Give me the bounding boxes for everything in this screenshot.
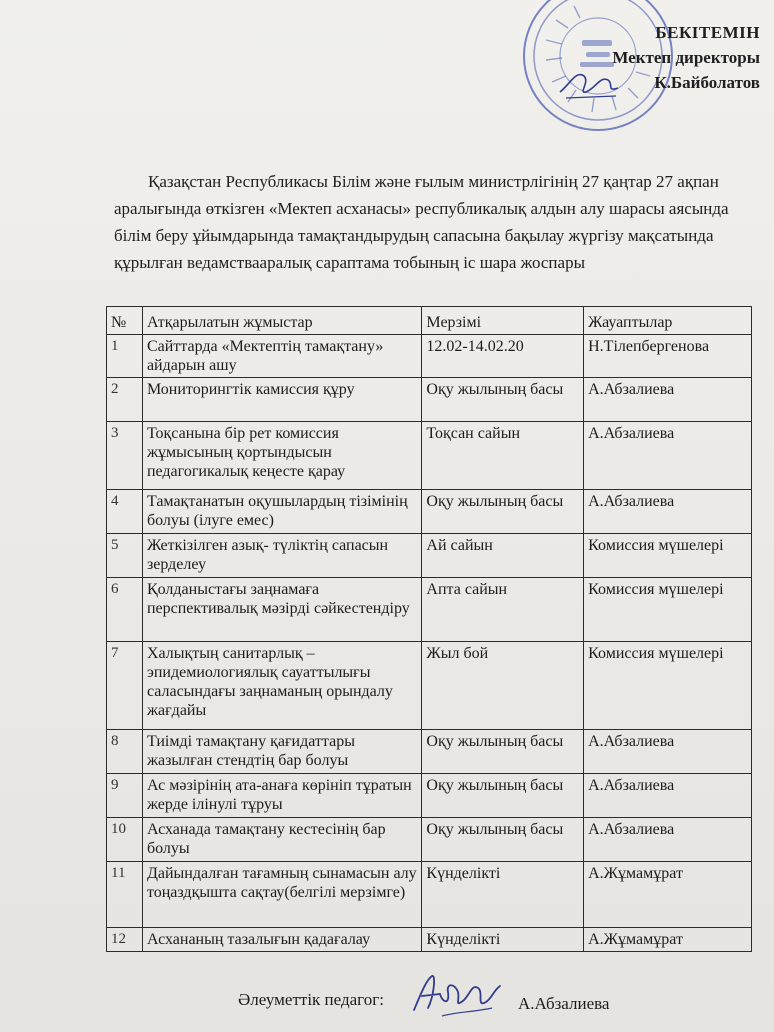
row-term: Күнделікті — [422, 862, 584, 928]
row-responsible: А.Абзалиева — [584, 774, 752, 818]
row-task: Қолданыстағы заңнамаға перспективалық мәзірді сәйкестендіру — [142, 578, 421, 642]
row-task: Тоқсанына бір рет комиссия жұмысының қортындысын педагогикалық кеңесте қарау — [142, 422, 421, 490]
row-responsible: А.Абзалиева — [584, 422, 752, 490]
approval-heading: БЕКІТЕМІН — [655, 23, 760, 42]
row-number: 5 — [107, 534, 143, 578]
row-task: Мониторингтік камиссия құру — [142, 378, 421, 422]
approval-name: К.Байболатов — [654, 73, 760, 92]
row-number: 7 — [107, 642, 143, 730]
row-term: Оқу жылының басы — [422, 730, 584, 774]
row-responsible: А.Абзалиева — [584, 490, 752, 534]
table-row — [107, 422, 752, 490]
intro-text: Қазақстан Республикасы Білім және ғылым министрлігінің 27 қаңтар 27 ақпан аралығында өткізген «Мектеп асханасы» республикалық алдын алу шарасы аясында білім беру ұйымдарында тамақтандырудың сапасына бақылау жүргізу мақсатында құрылған ведамствааралық сараптама тобының іс шара жоспары — [114, 172, 729, 272]
table-header-row — [107, 307, 752, 335]
row-number: 1 — [107, 335, 143, 378]
table-row — [107, 335, 752, 378]
activity-plan-table — [106, 306, 752, 952]
row-responsible: Комиссия мүшелері — [584, 534, 752, 578]
table-row — [107, 642, 752, 730]
row-term: 12.02-14.02.20 — [422, 335, 584, 378]
row-responsible: А.Жұмамұрат — [584, 862, 752, 928]
row-responsible: А.Абзалиева — [584, 378, 752, 422]
row-task: Халықтың санитарлық – эпидемиологиялық сауаттылығы саласындағы заңнаманың орындалу жағдайы — [142, 642, 421, 730]
row-task: Дайындалған тағамның сынамасын алу тоңаздқышта сақтау(белгілі мерзімге) — [142, 862, 421, 928]
table-row — [107, 534, 752, 578]
director-signature-icon — [556, 62, 626, 102]
footer-name: А.Абзалиева — [518, 994, 610, 1013]
row-term: Тоқсан сайын — [422, 422, 584, 490]
approval-position: Мектеп директоры — [612, 48, 760, 67]
row-term: Оқу жылының басы — [422, 818, 584, 862]
row-task: Ас мәзірінің ата-анаға көрініп тұратын жерде ілінулі тұруы — [142, 774, 421, 818]
table-row — [107, 818, 752, 862]
row-number: 4 — [107, 490, 143, 534]
row-responsible: Комиссия мүшелері — [584, 642, 752, 730]
header-responsible: Жауаптылар — [584, 307, 752, 335]
row-number: 9 — [107, 774, 143, 818]
row-task: Асханада тамақтану кестесінің бар болуы — [142, 818, 421, 862]
row-responsible: А.Жұмамұрат — [584, 928, 752, 952]
row-term: Ай сайын — [422, 534, 584, 578]
row-number: 10 — [107, 818, 143, 862]
header-term: Мерзімі — [422, 307, 584, 335]
header-task: Атқарылатын жұмыстар — [142, 307, 421, 335]
row-responsible: Н.Тілепбергенова — [584, 335, 752, 378]
row-number: 3 — [107, 422, 143, 490]
table-row — [107, 490, 752, 534]
row-number: 2 — [107, 378, 143, 422]
row-task: Асхананың тазалығын қадағалау — [142, 928, 421, 952]
row-task: Сайттарда «Мектептің тамақтану» айдарын ашу — [142, 335, 421, 378]
pedagogue-signature-icon — [408, 966, 504, 1022]
row-task: Тамақтанатын оқушылардың тізімінің болуы (ілуге емес) — [142, 490, 421, 534]
row-term: Оқу жылының басы — [422, 774, 584, 818]
row-term: Жыл бой — [422, 642, 584, 730]
table-row — [107, 730, 752, 774]
plan-intro — [114, 168, 744, 276]
row-number: 6 — [107, 578, 143, 642]
table-row — [107, 378, 752, 422]
table-row — [107, 774, 752, 818]
row-number: 11 — [107, 862, 143, 928]
row-term: Оқу жылының басы — [422, 490, 584, 534]
footer-role: Әлеуметтік педагог: — [238, 990, 384, 1009]
row-task: Жеткізілген азық- түліктің сапасын зерделеу — [142, 534, 421, 578]
table-row — [107, 862, 752, 928]
row-responsible: Комиссия мүшелері — [584, 578, 752, 642]
table-row — [107, 578, 752, 642]
row-responsible: А.Абзалиева — [584, 730, 752, 774]
row-term: Күнделікті — [422, 928, 584, 952]
header-number: № — [107, 307, 143, 335]
row-number: 8 — [107, 730, 143, 774]
row-number: 12 — [107, 928, 143, 952]
row-term: Апта сайын — [422, 578, 584, 642]
row-responsible: А.Абзалиева — [584, 818, 752, 862]
table-row — [107, 928, 752, 952]
row-term: Оқу жылының басы — [422, 378, 584, 422]
row-task: Тиімді тамақтану қағидаттары жазылған стендтің бар болуы — [142, 730, 421, 774]
